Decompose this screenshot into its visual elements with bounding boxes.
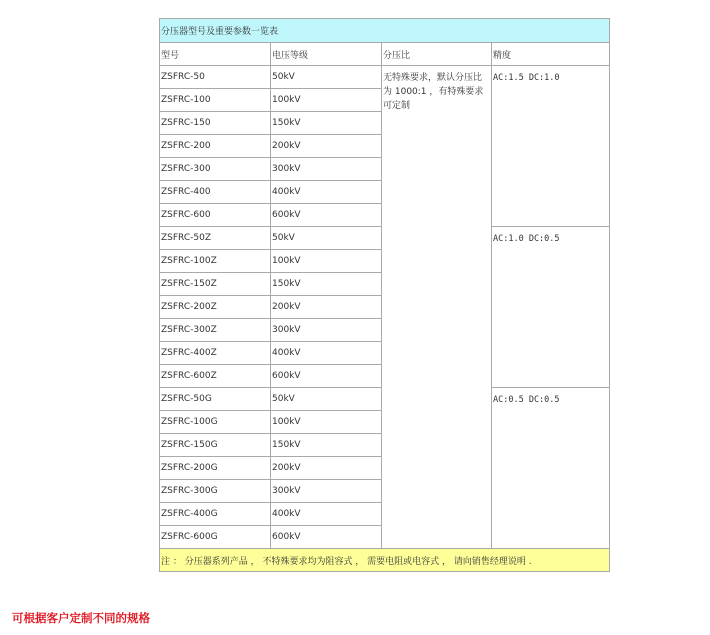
voltage-cell: 200kV	[271, 296, 382, 319]
voltage-cell: 300kV	[271, 158, 382, 181]
voltage-cell: 100kV	[271, 411, 382, 434]
voltage-cell: 150kV	[271, 273, 382, 296]
voltage-cell: 100kV	[271, 89, 382, 112]
model-cell: ZSFRC-50G	[160, 388, 271, 411]
custom-spec-note: 可根据客户定制不同的规格	[12, 611, 150, 625]
model-cell: ZSFRC-200	[160, 135, 271, 158]
header-accuracy: 精度	[492, 43, 610, 66]
voltage-cell: 400kV	[271, 342, 382, 365]
table-caption-row	[160, 19, 610, 43]
voltage-cell: 600kV	[271, 204, 382, 227]
voltage-cell: 400kV	[271, 181, 382, 204]
model-cell: ZSFRC-150G	[160, 434, 271, 457]
parameter-table-body	[160, 19, 610, 572]
model-cell: ZSFRC-600	[160, 204, 271, 227]
voltage-cell: 300kV	[271, 319, 382, 342]
header-voltage: 电压等级	[271, 43, 382, 66]
accuracy-cell: AC:1.5 DC:1.0	[492, 66, 610, 227]
voltage-cell: 200kV	[271, 457, 382, 480]
voltage-cell: 200kV	[271, 135, 382, 158]
model-cell: ZSFRC-50	[160, 66, 271, 89]
accuracy-cell: AC:1.0 DC:0.5	[492, 227, 610, 388]
parameter-table	[159, 18, 610, 572]
accuracy-cell: AC:0.5 DC:0.5	[492, 388, 610, 549]
model-cell: ZSFRC-400	[160, 181, 271, 204]
header-model: 型号	[160, 43, 271, 66]
voltage-cell: 50kV	[271, 388, 382, 411]
voltage-cell: 400kV	[271, 503, 382, 526]
model-cell: ZSFRC-600G	[160, 526, 271, 549]
model-cell: ZSFRC-200Z	[160, 296, 271, 319]
model-cell: ZSFRC-400G	[160, 503, 271, 526]
voltage-cell: 50kV	[271, 66, 382, 89]
table-caption: 分压器型号及重要参数一览表	[160, 19, 610, 43]
model-cell: ZSFRC-50Z	[160, 227, 271, 250]
ratio-cell: 无特殊要求，默认分压比为 1000:1 ，有特殊要求可定制	[382, 66, 492, 549]
model-cell: ZSFRC-300G	[160, 480, 271, 503]
model-cell: ZSFRC-100G	[160, 411, 271, 434]
model-cell: ZSFRC-300Z	[160, 319, 271, 342]
voltage-cell: 300kV	[271, 480, 382, 503]
voltage-cell: 600kV	[271, 526, 382, 549]
table-header-row	[160, 43, 610, 66]
table-note-row	[160, 549, 610, 572]
model-cell: ZSFRC-400Z	[160, 342, 271, 365]
model-cell: ZSFRC-300	[160, 158, 271, 181]
voltage-cell: 150kV	[271, 434, 382, 457]
voltage-cell: 100kV	[271, 250, 382, 273]
model-cell: ZSFRC-100Z	[160, 250, 271, 273]
table-note: 注 ： 分压器系列产品 ， 不特殊要求均为阻容式 ， 需要电阻或电容式 ， 请向销售经理说明 .	[160, 549, 610, 572]
table-row	[160, 66, 610, 89]
voltage-cell: 600kV	[271, 365, 382, 388]
voltage-cell: 150kV	[271, 112, 382, 135]
header-ratio: 分压比	[382, 43, 492, 66]
model-cell: ZSFRC-150	[160, 112, 271, 135]
model-cell: ZSFRC-150Z	[160, 273, 271, 296]
model-cell: ZSFRC-100	[160, 89, 271, 112]
model-cell: ZSFRC-600Z	[160, 365, 271, 388]
model-cell: ZSFRC-200G	[160, 457, 271, 480]
voltage-cell: 50kV	[271, 227, 382, 250]
